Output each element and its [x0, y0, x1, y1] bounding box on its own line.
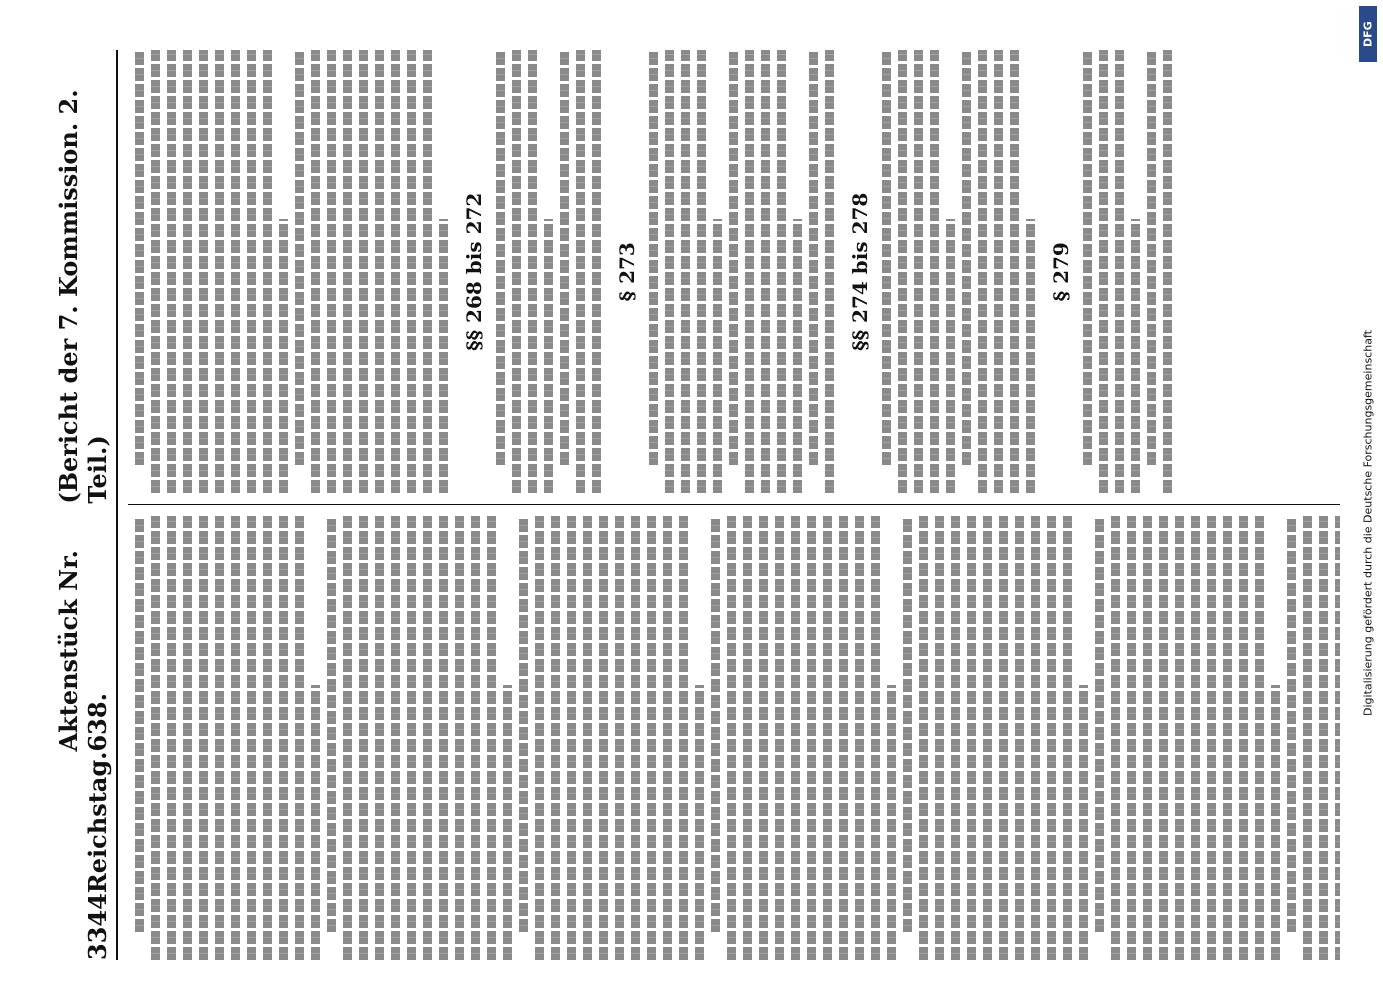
- text-line: [455, 517, 464, 961]
- text-line: [711, 517, 720, 933]
- text-line: [375, 50, 384, 494]
- text-line: [679, 517, 688, 961]
- text-line: [839, 517, 848, 961]
- text-line: [183, 50, 192, 494]
- text-line: [1031, 517, 1040, 961]
- section-heading: § 279: [1049, 242, 1073, 302]
- text-line: [391, 517, 400, 961]
- text-line: [871, 517, 880, 961]
- page-header: [54, 50, 112, 960]
- text-line: [496, 50, 505, 466]
- text-line: [727, 517, 736, 961]
- text-line: [743, 517, 752, 961]
- text-line: [745, 50, 754, 494]
- left-column: [128, 517, 1340, 961]
- document-page: [54, 40, 1350, 970]
- text-line: [978, 50, 987, 494]
- publication-title: Reichstag.: [83, 751, 112, 894]
- text-line: [167, 517, 176, 961]
- text-line: [528, 50, 537, 494]
- text-line: [407, 517, 416, 961]
- text-line: [825, 50, 834, 494]
- text-line: [1335, 517, 1340, 961]
- text-line: [1287, 517, 1296, 933]
- text-line: [279, 517, 288, 961]
- text-line: [247, 517, 256, 961]
- text-line: [855, 517, 864, 961]
- text-line: [551, 517, 560, 961]
- text-line: [135, 517, 144, 933]
- text-line: [567, 517, 576, 961]
- text-line: [887, 685, 896, 960]
- text-line: [809, 50, 818, 466]
- text-line: [1147, 50, 1156, 466]
- text-line: [1207, 517, 1216, 961]
- page-content: [54, 40, 1350, 970]
- text-line: [576, 50, 585, 494]
- text-line: [151, 517, 160, 961]
- text-line: [903, 517, 912, 933]
- text-line: [1143, 517, 1152, 961]
- text-line: [503, 685, 512, 960]
- text-line: [1163, 50, 1172, 494]
- text-line: [183, 517, 192, 961]
- text-line: [1115, 50, 1124, 494]
- text-line: [759, 517, 768, 961]
- section-heading: §§ 274 bis 278: [848, 192, 872, 351]
- text-line: [1095, 517, 1104, 933]
- text-line: [592, 50, 601, 494]
- text-line: [295, 50, 304, 466]
- text-line: [1255, 517, 1264, 961]
- text-line: [1063, 517, 1072, 961]
- text-line: [263, 50, 272, 494]
- text-line: [487, 517, 496, 961]
- text-line: [1015, 517, 1024, 961]
- text-line: [919, 517, 928, 961]
- text-line: [199, 517, 208, 961]
- text-line: [999, 517, 1008, 961]
- text-columns: [128, 50, 1340, 960]
- dfg-logo: DFG: [1359, 6, 1377, 62]
- text-line: [231, 50, 240, 494]
- text-line: [359, 50, 368, 494]
- text-line: [359, 517, 368, 961]
- text-line: [311, 685, 320, 960]
- report-title: (Bericht der 7. Kommission. 2. Teil.): [54, 89, 112, 504]
- text-line: [247, 50, 256, 494]
- text-line: [1271, 685, 1280, 960]
- text-line: [882, 50, 891, 466]
- document-number: Aktenstück Nr. 638.: [54, 550, 112, 752]
- text-line: [199, 50, 208, 494]
- text-line: [1127, 517, 1136, 961]
- text-line: [1191, 517, 1200, 961]
- digitization-note: Digitalisierung gefördert durch die Deutsche Forschungsgemeinschaft: [1361, 330, 1375, 716]
- page-number: 3344: [83, 893, 112, 960]
- text-line: [647, 517, 656, 961]
- text-line: [1303, 517, 1312, 961]
- text-line: [930, 50, 939, 494]
- text-line: [695, 685, 704, 960]
- text-line: [983, 517, 992, 961]
- text-line: [935, 517, 944, 961]
- section-heading: §§ 268 bis 272: [462, 192, 486, 351]
- text-line: [914, 50, 923, 494]
- text-line: [1083, 50, 1092, 466]
- text-line: [898, 50, 907, 494]
- text-line: [215, 50, 224, 494]
- text-line: [946, 219, 955, 494]
- text-line: [231, 517, 240, 961]
- text-line: [807, 517, 816, 961]
- text-line: [519, 517, 528, 933]
- text-line: [439, 517, 448, 961]
- text-line: [649, 50, 658, 466]
- section-heading: § 273: [615, 242, 639, 302]
- text-line: [1099, 50, 1108, 494]
- text-line: [407, 50, 416, 494]
- text-line: [994, 50, 1003, 494]
- text-line: [962, 50, 971, 466]
- text-line: [615, 517, 624, 961]
- text-line: [631, 517, 640, 961]
- text-line: [1175, 517, 1184, 961]
- text-line: [263, 517, 272, 961]
- text-line: [1079, 685, 1088, 960]
- text-line: [343, 50, 352, 494]
- text-line: [761, 50, 770, 494]
- text-line: [512, 50, 521, 494]
- text-line: [151, 50, 160, 494]
- text-line: [729, 50, 738, 466]
- text-line: [279, 219, 288, 494]
- text-line: [1026, 219, 1035, 494]
- text-line: [1239, 517, 1248, 961]
- text-line: [823, 517, 832, 961]
- text-line: [1159, 517, 1168, 961]
- text-line: [1047, 517, 1056, 961]
- text-line: [544, 219, 553, 494]
- text-line: [439, 219, 448, 494]
- text-line: [697, 50, 706, 494]
- text-line: [791, 517, 800, 961]
- right-column: [128, 50, 1340, 494]
- text-line: [215, 517, 224, 961]
- text-line: [167, 50, 176, 494]
- text-line: [793, 219, 802, 494]
- text-line: [777, 50, 786, 494]
- text-line: [1010, 50, 1019, 494]
- text-line: [560, 50, 569, 466]
- text-line: [1319, 517, 1328, 961]
- text-line: [1111, 517, 1120, 961]
- text-line: [599, 517, 608, 961]
- column-divider: [128, 505, 1340, 506]
- text-line: [343, 517, 352, 961]
- text-line: [663, 517, 672, 961]
- text-line: [471, 517, 480, 961]
- text-line: [327, 50, 336, 494]
- text-line: [681, 50, 690, 494]
- header-rule: [116, 50, 118, 960]
- text-line: [311, 50, 320, 494]
- text-line: [423, 50, 432, 494]
- text-line: [135, 50, 144, 466]
- text-line: [1223, 517, 1232, 961]
- digitization-strip: [1357, 6, 1379, 726]
- text-line: [327, 517, 336, 933]
- text-line: [1131, 219, 1140, 494]
- text-line: [583, 517, 592, 961]
- text-line: [375, 517, 384, 961]
- text-line: [391, 50, 400, 494]
- text-line: [713, 219, 722, 494]
- text-line: [295, 517, 304, 961]
- text-line: [967, 517, 976, 961]
- text-line: [535, 517, 544, 961]
- text-line: [665, 50, 674, 494]
- text-line: [423, 517, 432, 961]
- text-line: [951, 517, 960, 961]
- text-line: [775, 517, 784, 961]
